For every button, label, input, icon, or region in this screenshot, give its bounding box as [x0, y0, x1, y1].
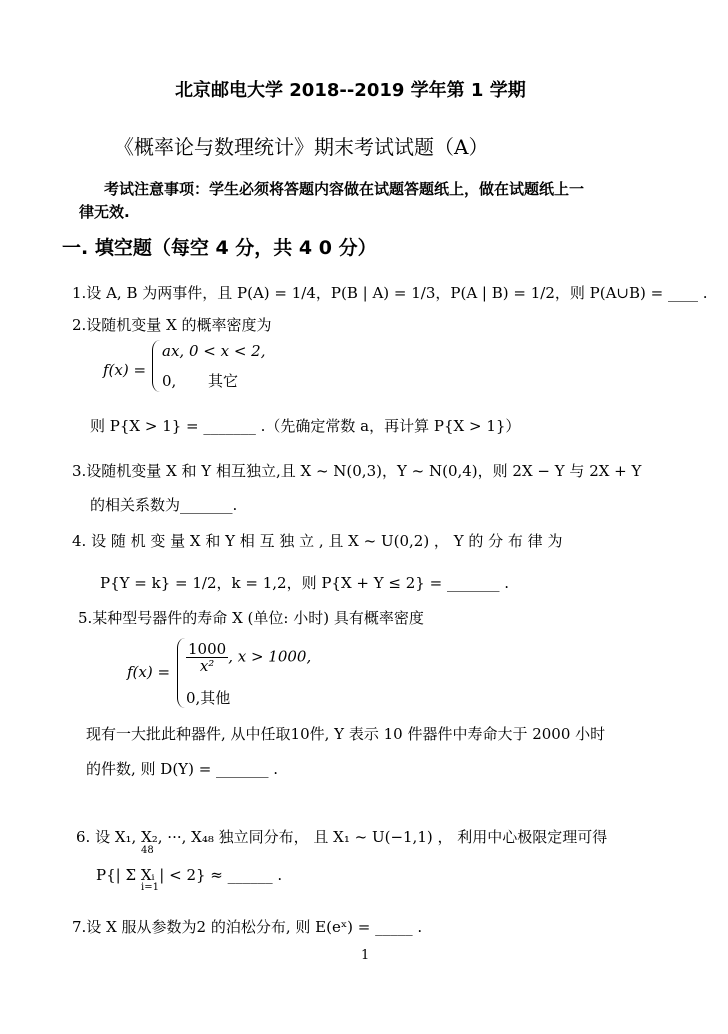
q6-sum-lower-limit: i=1	[141, 882, 159, 893]
exam-subtitle: 《概率论与数理统计》期末考试试题（A）	[114, 135, 489, 159]
q5-case-1	[186, 641, 311, 674]
page-number: 1	[361, 948, 370, 963]
question-6-line-1: 6. 设 X₁, X₂, ···, X₄₈ 独立同分布， 且 X₁ ~ U(−1,1) ， 利用中心极限定理可得	[76, 828, 608, 846]
q2-function-label: f(x) =	[103, 361, 147, 379]
q5-fraction-denominator: x²	[199, 657, 215, 675]
exam-notice-line1: 考试注意事项：学生必须将答题内容做在试题答题纸上，做在试题纸上一	[104, 180, 585, 198]
q5-brace	[177, 638, 185, 708]
q2-case-2-value: 0,	[162, 372, 177, 390]
q5-fraction-numerator: 1000	[188, 640, 227, 658]
question-5-intro: 5.某种型号器件的寿命 X (单位: 小时) 具有概率密度	[78, 609, 424, 627]
question-1: 1.设 A, B 为两事件，且 P(A) = 1/4，P(B | A) = 1/3，P(A | B) = 1/2，则 P(A∪B) = ____ .	[72, 284, 708, 302]
q2-case-1: ax, 0 < x < 2,	[162, 342, 266, 360]
question-7: 7.设 X 服从参数为2 的泊松分布, 则 E(eˣ) = _____ .	[72, 918, 423, 936]
question-4-line-2: P{Y = k} = 1/2，k = 1,2，则 P{X + Y ≤ 2} = _______ .	[100, 574, 509, 592]
question-4-line-1: 4. 设 随 机 变 量 X 和 Y 相 互 独 立 , 且 X ~ U(0,2) ， Y 的 分 布 律 为	[72, 532, 563, 550]
question-3-line-2: 的相关系数为_______.	[90, 496, 238, 514]
exam-notice-line2: 律无效.	[79, 203, 130, 221]
q5-function-label: f(x) =	[127, 663, 171, 681]
question-6-line-2: P{| Σ Xᵢ | < 2} ≈ ______ .	[96, 866, 283, 884]
q6-sum-upper-limit: 48	[141, 845, 154, 856]
question-3-line-1: 3.设随机变量 X 和 Y 相互独立,且 X ~ N(0,3)，Y ~ N(0,4)，则 2X − Y 与 2X + Y	[72, 462, 642, 480]
q2-brace	[152, 340, 160, 392]
q5-case-1-condition: , x > 1000,	[228, 647, 312, 666]
exam-title: 北京邮电大学 2018--2019 学年第 1 学期	[175, 80, 526, 101]
q2-case-2-condition: 其它	[208, 372, 239, 390]
question-2-ask: 则 P{X > 1} = _______ .（先确定常数 a，再计算 P{X > 1}）	[90, 417, 521, 435]
section-heading: 一. 填空题（每空 4 分，共 4 0 分）	[62, 237, 377, 259]
question-5-line-4: 的件数, 则 D(Y) = _______ .	[86, 760, 279, 778]
q5-case-2: 0,其他	[186, 689, 231, 707]
question-5-line-3: 现有一大批此种器件, 从中任取10件, Y 表示 10 件器件中寿命大于 2000 小时	[86, 725, 606, 743]
question-2-intro: 2.设随机变量 X 的概率密度为	[72, 316, 272, 334]
